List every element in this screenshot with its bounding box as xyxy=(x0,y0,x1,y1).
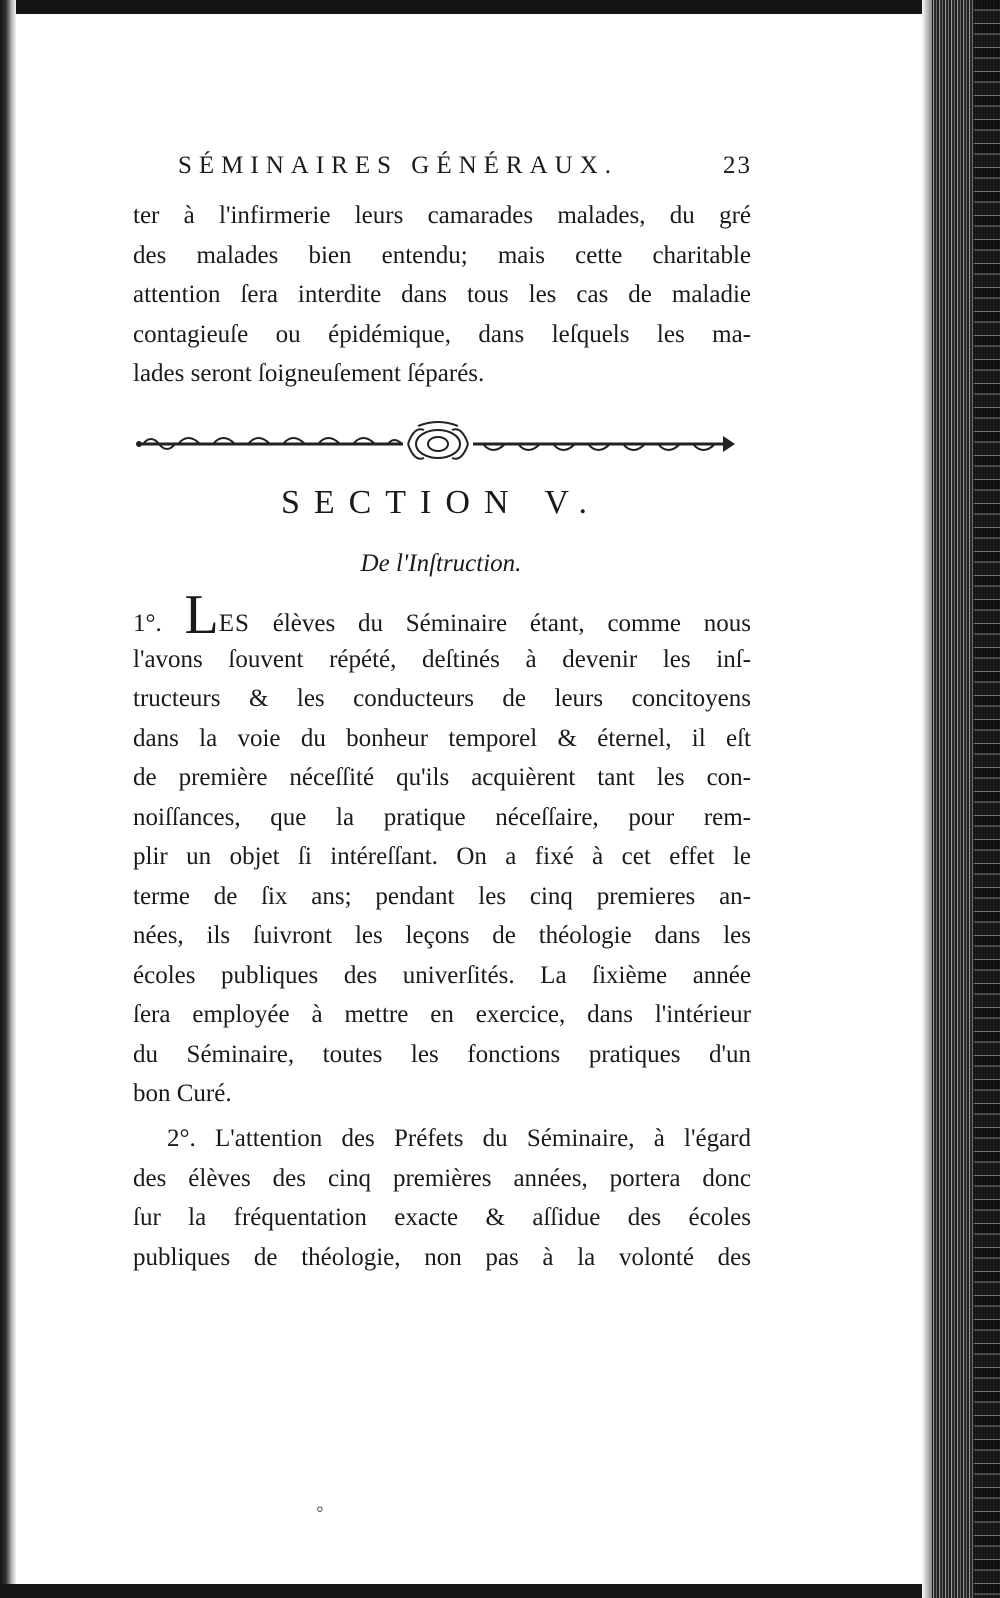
first-line-text: élèves du Séminaire étant, comme nous xyxy=(272,610,752,637)
running-head xyxy=(178,152,752,188)
scan-border-left xyxy=(0,0,16,1598)
book-page-edges xyxy=(922,0,1000,1598)
text-line: l'avons ſouvent répété, deſtinés à devenir les inſ- xyxy=(133,645,751,673)
drop-cap: L xyxy=(184,584,219,646)
text-line: des élèves des cinq premières années, portera donc xyxy=(133,1164,751,1192)
text-line: tructeurs & les conducteurs de leurs concitoyens xyxy=(133,685,751,712)
decorative-ornament-divider xyxy=(133,420,743,468)
text-line: bon Curé. xyxy=(133,1080,232,1107)
text-line: nées, ils ſuivront les leçons de théologie dans les xyxy=(133,922,751,949)
text-line: ter à l'infirmerie leurs camarades malades, du gré xyxy=(133,202,751,229)
text-line: des malades bien entendu; mais cette charitable xyxy=(133,241,751,269)
page-number: 23 xyxy=(723,152,752,179)
continuation-paragraph xyxy=(133,196,751,394)
small-caps-text: ES xyxy=(218,610,250,637)
text-line: ſera employée à mettre en exercice, dans l'intérieur xyxy=(133,1001,751,1028)
section-heading: SECTION V. xyxy=(280,484,602,521)
section-subheading: De l'Inſtruction. xyxy=(360,550,522,577)
scan-border-bottom xyxy=(0,1584,1000,1598)
text-line: plir un objet ſi intéreſſant. On a fixé à cet effet le xyxy=(133,843,751,870)
text-line: contagieuſe ou épidémique, dans leſquels les ma- xyxy=(133,320,751,348)
text-line: dans la voie du bonheur temporel & éternel, il eſt xyxy=(133,724,751,752)
text-line: noiſſances, que la pratique néceſſaire, pour rem- xyxy=(133,803,751,831)
paragraph-first-line xyxy=(133,584,752,646)
text-line: attention ſera interdite dans tous les cas de maladie xyxy=(133,281,751,308)
paragraph-1 xyxy=(133,584,752,1114)
text-line: terme de ſix ans; pendant les cinq premieres an- xyxy=(133,882,751,910)
paragraph-2 xyxy=(133,1119,751,1277)
text-line: de première néceſſité qu'ils acquièrent tant les con- xyxy=(133,764,751,791)
paragraph-number: 1°. xyxy=(133,610,162,637)
text-line: 2°. L'attention des Préfets du Séminaire, à l'égard xyxy=(167,1125,751,1152)
ink-speck: ◦ xyxy=(316,1496,324,1521)
scan-border-top xyxy=(0,0,1000,14)
running-head-title: SÉMINAIRES GÉNÉRAUX. xyxy=(178,152,618,179)
text-line: lades seront ſoigneuſement ſéparés. xyxy=(133,360,485,387)
text-line: du Séminaire, toutes les fonctions pratiques d'un xyxy=(133,1040,751,1068)
text-line: publiques de théologie, non pas à la volonté des xyxy=(133,1243,751,1271)
text-line: ſur la fréquentation exacte & aſſidue des écoles xyxy=(133,1204,751,1231)
text-line: écoles publiques des univerſités. La ſixième année xyxy=(133,961,751,989)
